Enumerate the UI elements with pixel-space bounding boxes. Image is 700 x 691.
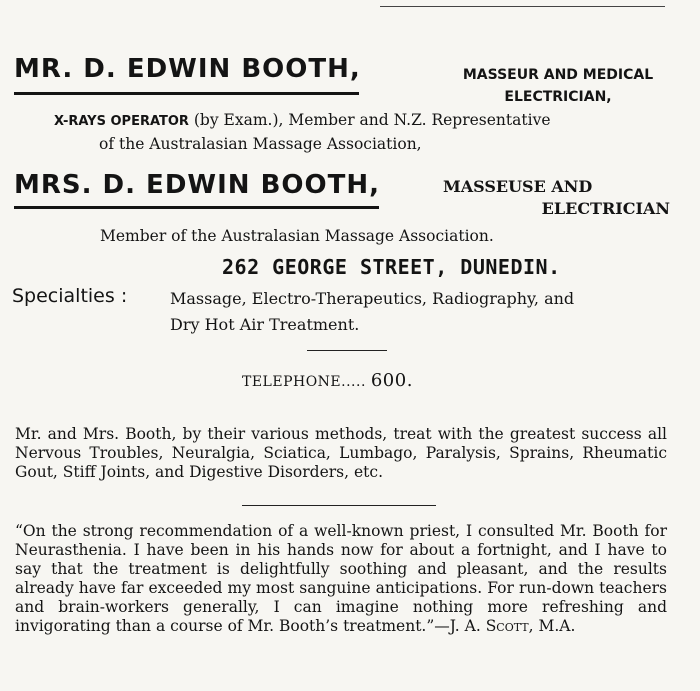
mr-booth-name: MR. D. EDWIN BOOTH, — [14, 54, 361, 84]
testimonial-paragraph — [15, 522, 667, 636]
divider-long — [242, 505, 436, 506]
mrs-booth-name: MRS. D. EDWIN BOOTH, — [14, 170, 380, 200]
specialties-line1: Massage, Electro-Therapeutics, Radiography, and — [170, 289, 575, 308]
telephone-label: TELEPHONE..... — [242, 374, 371, 390]
mrs-booth-underline — [14, 206, 379, 209]
street-address: 262 GEORGE STREET, DUNEDIN. — [222, 255, 561, 279]
top-rule — [380, 6, 665, 7]
treatment-paragraph: Mr. and Mrs. Booth, by their various methods, treat with the greatest success all Nervous Troubles, Neuralgia, Sciatica, Lumbago, Paralysis, Sprains, Rheumatic Gout, Stiff Joints, and Digestive Disorders, etc. — [15, 425, 667, 481]
mr-booth-underline — [14, 92, 359, 95]
divider-short — [307, 350, 387, 351]
telephone-number: 600. — [370, 370, 413, 391]
mrs-title-line1: MASSEUSE AND — [443, 177, 593, 196]
association-line: of the Australasian Massage Association, — [99, 135, 422, 153]
mrs-title-line2: ELECTRICIAN — [541, 199, 670, 218]
mrs-member-line: Member of the Australasian Massage Association. — [100, 227, 494, 245]
specialties-label: Specialties : — [12, 285, 128, 307]
telephone-line — [242, 370, 413, 391]
mr-booth-title: MASSEUR AND MEDICAL ELECTRICIAN, — [462, 67, 654, 105]
xray-rest: (by Exam.), Member and N.Z. Representative — [188, 111, 551, 129]
testimonial-author: J. A. Scott, M.A. — [449, 617, 576, 635]
specialties-line2: Dry Hot Air Treatment. — [170, 315, 360, 334]
testimonial-text: “On the strong recommendation of a well-known priest, I consulted Mr. Booth for Neurasthenia. I have been in his hands now for about a fortnight, and I have to say that the treatment is delightfully soothing and pleasant, and the results already have far exceeded my most sanguine anticipations. For run-down teachers and brain-workers generally, I can imagine nothing more refreshing and invigorating than a course of Mr. Booth’s treatment.”— — [15, 522, 667, 635]
mrs-booth-title — [443, 176, 670, 220]
xray-operator-line — [54, 111, 551, 129]
xray-label: X-RAYS OPERATOR — [54, 114, 189, 129]
